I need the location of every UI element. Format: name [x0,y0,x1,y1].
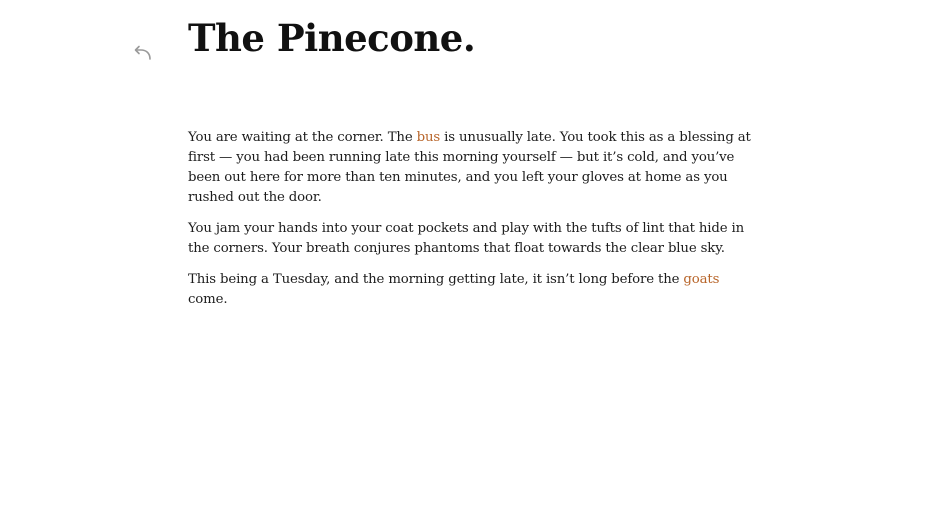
story-text-segment: This being a Tuesday, and the morning getting late, it isn’t long before the [188,272,684,287]
story-paragraph-2: You jam your hands into your coat pockets and play with the tufts of lint that hide in the corners. Your breath conjures phantoms that float towards the clear blue sky. [188,221,745,256]
link-bus[interactable]: bus [416,130,441,145]
link-goats[interactable]: goats [683,272,720,287]
story-text-segment: come. [188,292,228,307]
story-text-segment: You are waiting at the corner. The [188,130,417,145]
story-paragraph-3 [188,270,754,310]
page-title: The Pinecone. [188,16,476,60]
story-text-segment: is unusually late. You took this as a blessing at first — you had been running late this morning yourself — but it’s cold, and you’ve been out here for more than ten minutes, and you left your gloves at home as you rushed out the door. [188,130,751,205]
story-paragraph-1 [188,128,754,208]
story-text [188,128,754,321]
undo-arrow-icon[interactable] [132,44,154,62]
